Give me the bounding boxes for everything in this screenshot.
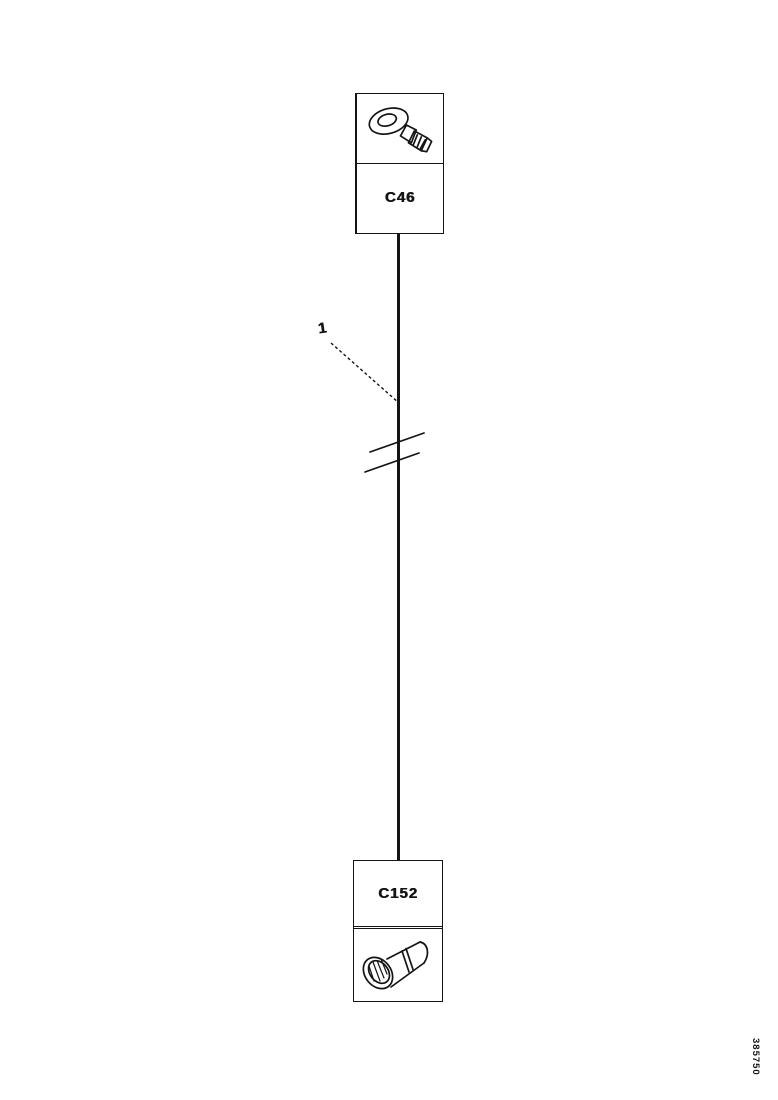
wire-callout-label: 1 [316,319,328,338]
ring-terminal-icon [357,96,443,162]
connector-top-image-cell [357,94,443,164]
artwork-number: 385750 [750,1038,761,1076]
connector-box-bottom [353,860,443,1002]
connector-box-top [355,93,444,234]
connector-bottom-label [354,861,442,929]
wire-break-symbol [358,422,432,478]
cylindrical-connector-icon [354,931,442,995]
connector-top-label [357,164,443,231]
callout-leader-line [327,337,405,409]
wire [397,233,400,861]
connector-top-id-text: C46 [384,189,416,206]
connector-bottom-image-cell [354,929,442,996]
connector-bottom-id-text: C152 [378,885,418,902]
